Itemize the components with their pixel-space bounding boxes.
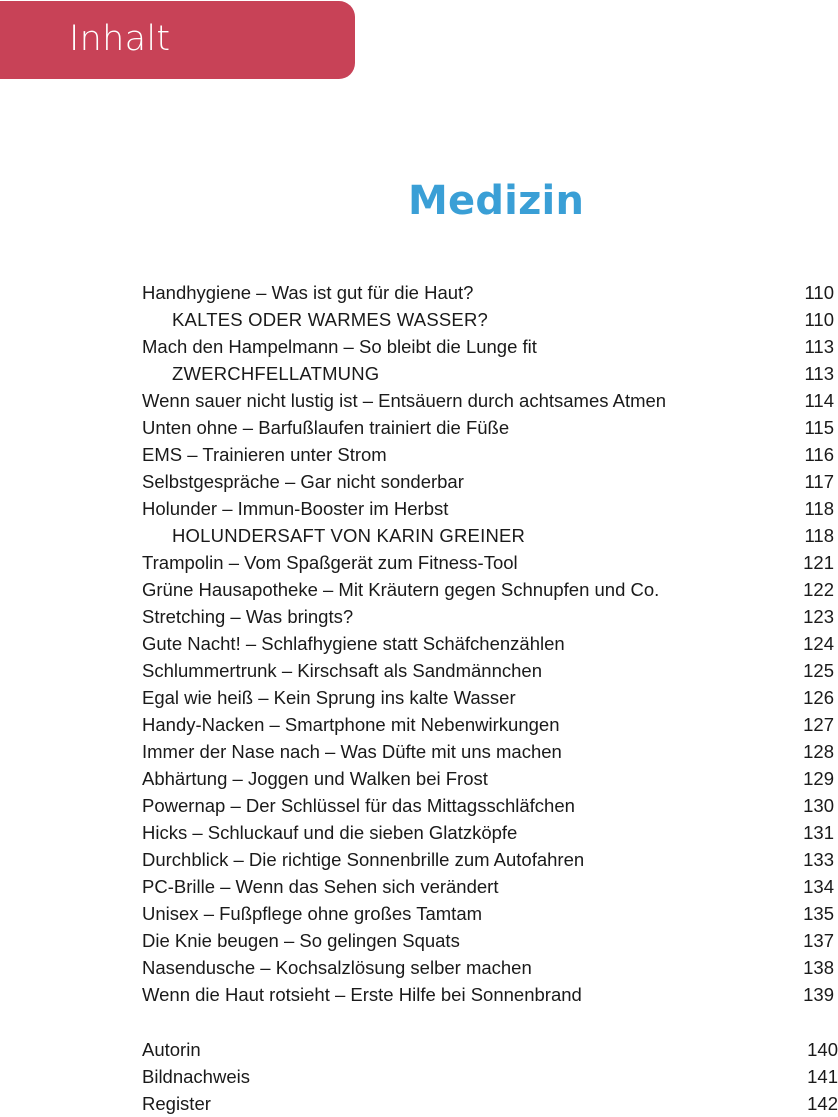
toc-entry[interactable] [142,846,834,873]
toc-entry[interactable] [142,333,834,360]
toc-entry-title: Schlummertrunk – Kirschsaft als Sandmännchen [142,660,542,681]
toc-entry-page: 123 [803,606,834,627]
toc-entry-title: Bildnachweis [142,1066,250,1087]
toc-entry-title: Egal wie heiß – Kein Sprung ins kalte Wasser [142,687,516,708]
toc-entry[interactable] [142,738,834,765]
toc-entry[interactable] [142,414,834,441]
toc-entry-title: Unisex – Fußpflege ohne großes Tamtam [142,903,483,924]
toc-entry-page: 118 [804,525,834,546]
toc-entry-page: 129 [803,768,834,789]
toc-entry-page: 140 [807,1039,838,1060]
toc-entry-title: Wenn sauer nicht lustig ist – Entsäuern durch achtsames Atmen [142,390,667,411]
section-title: Medizin [408,178,585,224]
toc-entry[interactable] [142,954,834,981]
toc-entry[interactable] [142,576,834,603]
toc-entry-title: Stretching – Was bringts? [142,606,354,627]
toc-entry-title: Die Knie beugen – So gelingen Squats [142,930,460,951]
toc-list [142,279,834,1008]
toc-entry-page: 116 [804,444,834,465]
toc-entry-title: Autorin [142,1039,201,1060]
toc-entry[interactable] [142,387,834,414]
toc-subentry[interactable] [142,522,834,549]
toc-entry-page: 135 [803,903,834,924]
toc-entry-title: HOLUNDERSAFT VON KARIN GREINER [172,525,526,546]
toc-entry-page: 131 [803,822,834,843]
toc-entry-page: 128 [803,741,834,762]
toc-entry-page: 113 [804,363,834,384]
toc-entry-title: Nasendusche – Kochsalzlösung selber machen [142,957,532,978]
toc-entry-title: Holunder – Immun-Booster im Herbst [142,498,449,519]
toc-entry-page: 114 [804,390,834,411]
toc-entry[interactable] [142,765,834,792]
back-matter-entry[interactable] [142,1036,838,1063]
toc-entry-page: 137 [803,930,834,951]
toc-entry[interactable] [142,468,834,495]
toc-entry-title: Immer der Nase nach – Was Düfte mit uns machen [142,741,562,762]
toc-entry-title: Powernap – Der Schlüssel für das Mittagsschläfchen [142,795,575,816]
toc-entry-title: EMS – Trainieren unter Strom [142,444,387,465]
toc-entry[interactable] [142,981,834,1008]
toc-entry-title: Trampolin – Vom Spaßgerät zum Fitness-Tool [142,552,518,573]
toc-entry[interactable] [142,630,834,657]
toc-entry[interactable] [142,927,834,954]
toc-entry-title: PC-Brille – Wenn das Sehen sich verändert [142,876,499,897]
contents-tab-label: Inhalt [69,19,171,59]
toc-entry-page: 142 [807,1093,838,1114]
toc-entry[interactable] [142,684,834,711]
toc-entry-title: Abhärtung – Joggen und Walken bei Frost [142,768,488,789]
toc-entry-page: 139 [803,984,834,1005]
toc-entry-page: 122 [803,579,834,600]
toc-subentry[interactable] [142,360,834,387]
toc-entry[interactable] [142,900,834,927]
toc-entry[interactable] [142,549,834,576]
back-matter-entry[interactable] [142,1063,838,1090]
toc-entry-title: Selbstgespräche – Gar nicht sonderbar [142,471,464,492]
toc-entry-page: 133 [803,849,834,870]
toc-entry-title: Unten ohne – Barfußlaufen trainiert die Füße [142,417,510,438]
toc-entry-page: 134 [803,876,834,897]
toc-entry-title: KALTES ODER WARMES WASSER? [172,309,488,330]
toc-entry-page: 118 [804,498,834,519]
toc-entry-page: 127 [803,714,834,735]
toc-entry-page: 124 [803,633,834,654]
back-matter-entry[interactable] [142,1090,838,1117]
toc-entry-title: Mach den Hampelmann – So bleibt die Lunge fit [142,336,537,357]
toc-entry-title: Grüne Hausapotheke – Mit Kräutern gegen Schnupfen und Co. [142,579,660,600]
toc-entry[interactable] [142,711,834,738]
toc-entry[interactable] [142,603,834,630]
toc-entry-title: Durchblick – Die richtige Sonnenbrille zum Autofahren [142,849,585,870]
toc-entry[interactable] [142,495,834,522]
toc-entry-title: ZWERCHFELLATMUNG [172,363,380,384]
toc-entry-title: Handy-Nacken – Smartphone mit Nebenwirkungen [142,714,560,735]
toc-entry-title: Hicks – Schluckauf und die sieben Glatzköpfe [142,822,518,843]
toc-entry-title: Register [142,1093,211,1114]
toc-entry-page: 126 [803,687,834,708]
toc-entry-page: 125 [803,660,834,681]
toc-entry-page: 141 [807,1066,838,1087]
toc-entry-title: Gute Nacht! – Schlafhygiene statt Schäfchenzählen [142,633,565,654]
contents-tab [0,1,355,79]
toc-entry-page: 115 [804,417,834,438]
toc-entry[interactable] [142,873,834,900]
toc-entry-page: 113 [804,336,834,357]
toc-entry-page: 138 [803,957,834,978]
toc-entry[interactable] [142,657,834,684]
back-matter-list [142,1036,838,1117]
toc-entry-page: 110 [804,309,834,330]
toc-entry-title: Wenn die Haut rotsieht – Erste Hilfe bei Sonnenbrand [142,984,582,1005]
toc-entry[interactable] [142,441,834,468]
toc-entry-page: 130 [803,795,834,816]
toc-entry-title: Handhygiene – Was ist gut für die Haut? [142,282,474,303]
toc-entry[interactable] [142,819,834,846]
toc-subentry[interactable] [142,306,834,333]
toc-entry-page: 121 [803,552,834,573]
toc-entry-page: 117 [804,471,834,492]
toc-entry-page: 110 [804,282,834,303]
toc-entry[interactable] [142,279,834,306]
toc-entry[interactable] [142,792,834,819]
